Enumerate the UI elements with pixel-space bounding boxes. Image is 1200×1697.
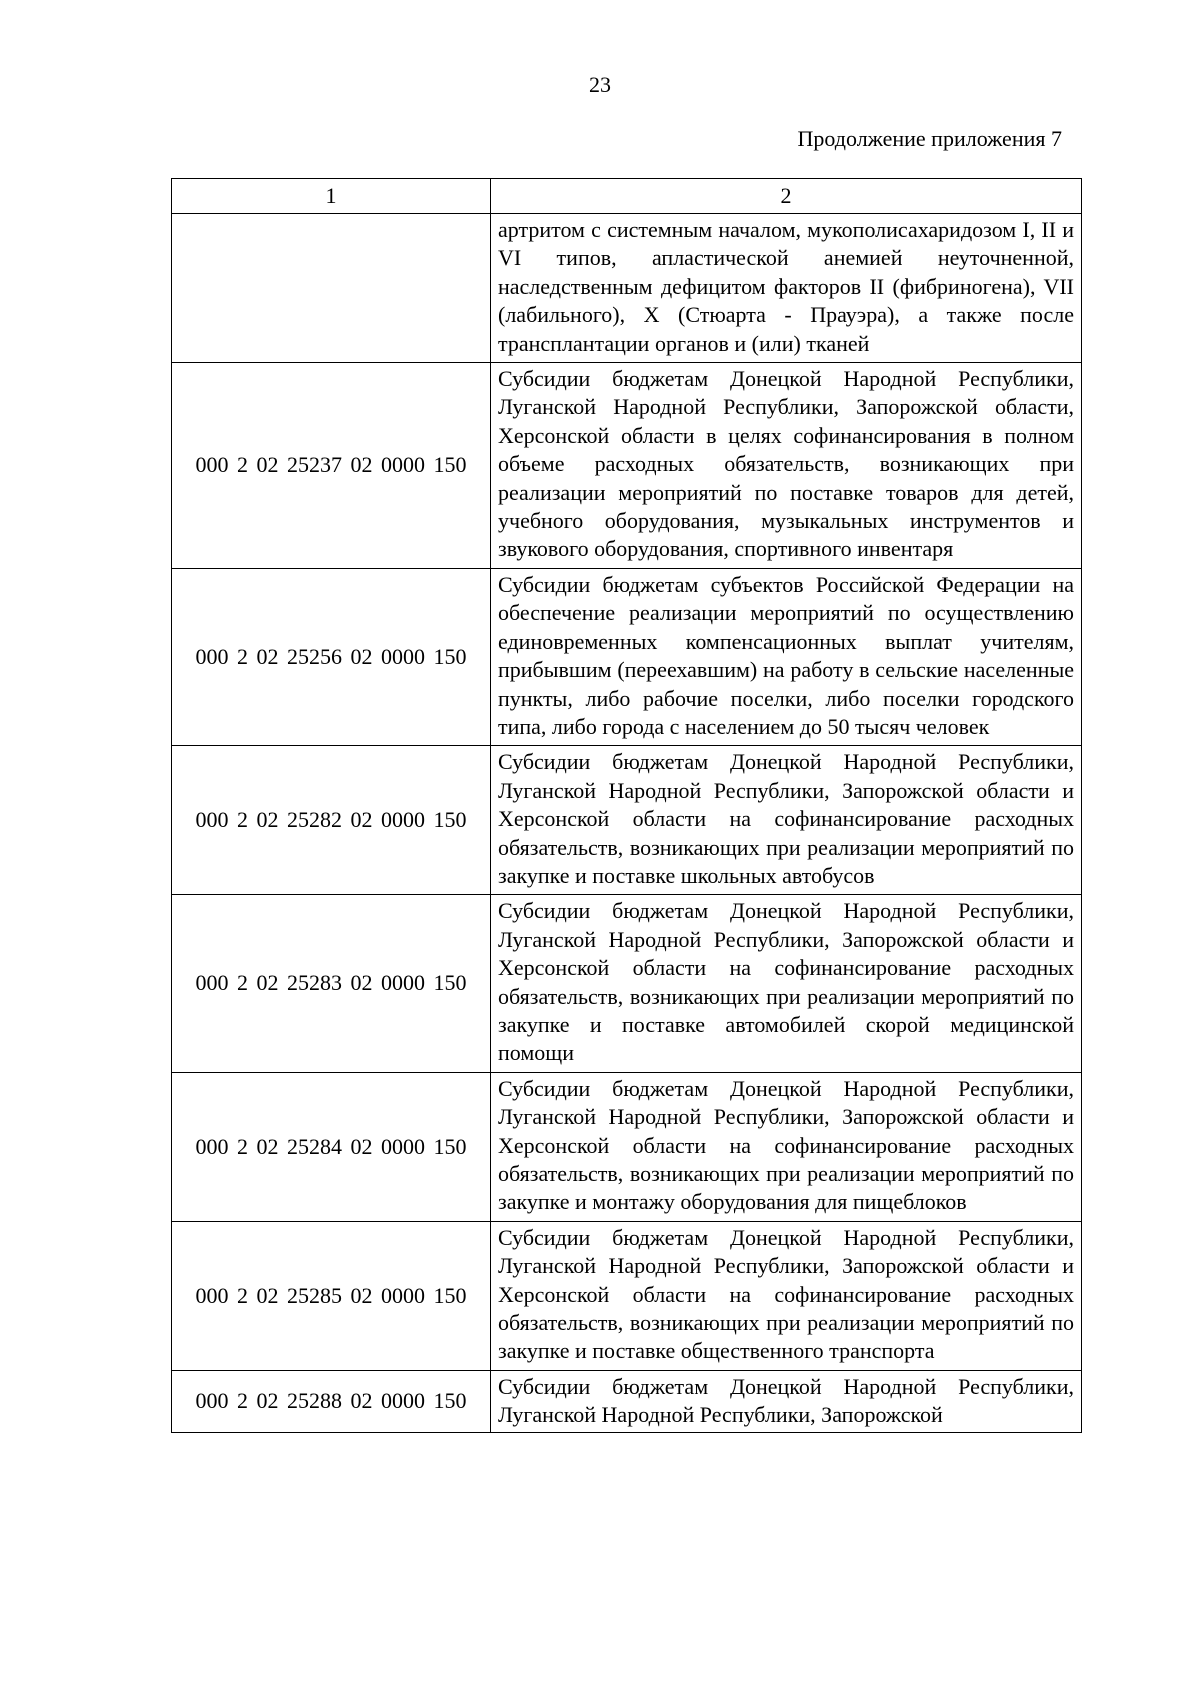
table-row [172,214,1082,363]
description-cell: Субсидии бюджетам Донецкой Народной Республики, Луганской Народной Республики, Запорожской области и Херсонской области на софинансирование расходных обязательств, возникающих при реализации мероприятий по закупке и поставке автомобилей скорой медицинской помощи [491,895,1082,1072]
description-cell: Субсидии бюджетам Донецкой Народной Республики, Луганской Народной Республики, Запорожской области и Херсонской области на софинансирование расходных обязательств, возникающих при реализации мероприятий по закупке и монтажу оборудования для пищеблоков [491,1072,1082,1221]
description-cell: Субсидии бюджетам субъектов Российской Федерации на обеспечение реализации мероприятий по осуществлению единовременных компенсационных выплат учителям, прибывшим (переехавшим) на работу в сельские населенные пункты, либо рабочие поселки, либо поселки городского типа, либо города с населением до 50 тысяч человек [491,568,1082,745]
table-header-row [172,179,1082,214]
table-row [172,363,1082,569]
budget-code-cell: 000 2 02 25283 02 0000 150 [172,895,491,1072]
budget-code-cell: 000 2 02 25237 02 0000 150 [172,363,491,569]
page-number: 23 [589,72,611,97]
column-header-2: 2 [491,179,1082,214]
table-row [172,1370,1082,1432]
table-row [172,568,1082,745]
description-cell: Субсидии бюджетам Донецкой Народной Республики, Луганской Народной Республики, Запорожской области и Херсонской области на софинансирование расходных обязательств, возникающих при реализации мероприятий по закупке и поставке общественного транспорта [491,1221,1082,1370]
table-row [172,1221,1082,1370]
budget-code-cell: 000 2 02 25284 02 0000 150 [172,1072,491,1221]
table-row [172,746,1082,895]
description-cell: артритом с системным началом, мукополисахаридозом I, II и VI типов, апластической анемией неуточненной, наследственным дефицитом факторов II (фибриногена), VII (лабильного), X (Стюарта - Прауэра), а также после трансплантации органов и (или) тканей [491,214,1082,363]
description-cell: Субсидии бюджетам Донецкой Народной Республики, Луганской Народной Республики, Запорожской области и Херсонской области на софинансирование расходных обязательств, возникающих при реализации мероприятий по закупке и поставке школьных автобусов [491,746,1082,895]
table-row [172,1072,1082,1221]
table-row [172,895,1082,1072]
budget-codes-table [171,178,1082,1433]
budget-code-cell: 000 2 02 25282 02 0000 150 [172,746,491,895]
appendix-continuation-label: Продолжение приложения 7 [797,126,1062,151]
budget-code-cell [172,214,491,363]
column-header-1: 1 [172,179,491,214]
description-cell: Субсидии бюджетам Донецкой Народной Республики, Луганской Народной Республики, Запорожской области, Херсонской области в целях софинансирования в полном объеме расходных обязательств, возникающих при реализации мероприятий по поставке товаров для детей, учебного оборудования, музыкальных инструментов и звукового оборудования, спортивного инвентаря [491,363,1082,569]
description-cell: Субсидии бюджетам Донецкой Народной Республики, Луганской Народной Республики, Запорожской [491,1370,1082,1432]
budget-code-cell: 000 2 02 25256 02 0000 150 [172,568,491,745]
budget-code-cell: 000 2 02 25288 02 0000 150 [172,1370,491,1432]
budget-code-cell: 000 2 02 25285 02 0000 150 [172,1221,491,1370]
